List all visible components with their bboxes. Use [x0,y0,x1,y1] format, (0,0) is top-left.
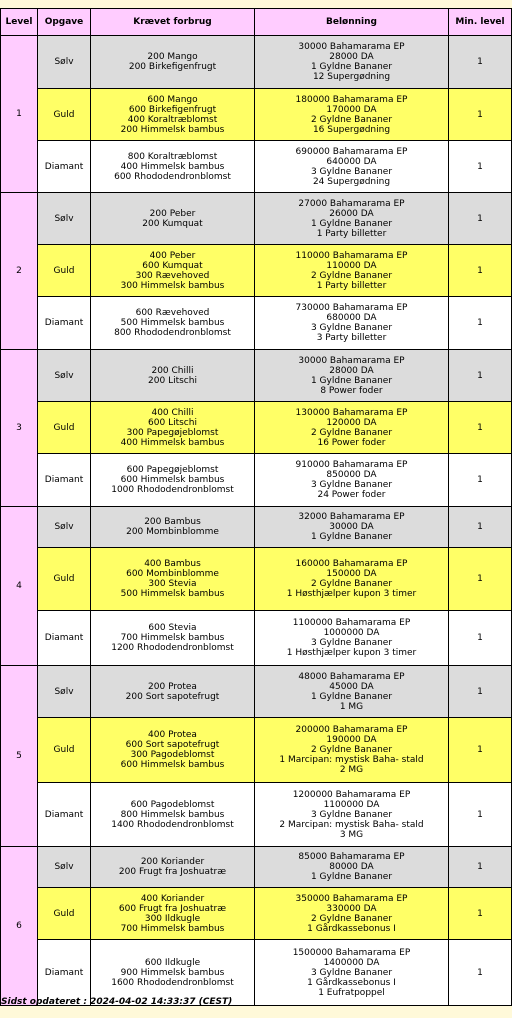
required-line: 600 Birkefigenfrugt [128,104,217,115]
reward-line: 3 Gyldne Bananer [310,809,393,820]
reward-cell [255,36,449,89]
required-cell [91,940,255,1006]
reward-line: 3 Gyldne Bananer [310,638,393,648]
required-line: 600 Litschi [148,417,197,428]
reward-cell [255,666,449,718]
required-line: 200 Frugt fra Joshuatræ [118,867,227,877]
reward-cell [255,507,449,548]
reward-cell [255,89,449,141]
table-row [1,940,512,1006]
min-level-cell: 1 [449,297,512,350]
reward-line: 1 Party billetter [316,228,387,239]
reward-line: 2 Gyldne Bananer [310,270,393,281]
required-line: 200 Mombinblomme [126,527,219,537]
reward-line: 1200000 Bahamarama EP [292,789,411,800]
required-line: 900 Himmelsk bambus [120,967,225,978]
required-line: 200 Bambus [144,517,201,527]
min-level-cell: 1 [449,666,512,718]
required-cell [91,245,255,297]
required-line: 200 Mango [147,52,198,62]
reward-line: 1 Høsthjælper kupon 3 timer [286,589,417,599]
task-type-cell: Guld [38,402,91,454]
reward-line: 3 MG [339,829,364,840]
reward-line: 200000 Bahamarama EP [295,725,408,735]
reward-line: 27000 Bahamarama EP [298,198,405,209]
task-type-cell: Diamant [38,783,91,847]
table-row [1,847,512,888]
required-line: 300 Papegøjeblomst [126,427,219,438]
level-cell: 4 [1,507,38,666]
required-line: 600 Mango [147,94,198,105]
required-line: 800 Koraltræblomst [127,151,218,162]
task-type-cell: Sølv [38,36,91,89]
reward-cell [255,193,449,245]
last-updated: Sidst opdateret : 2024-04-02 14:33:37 (CEST) [1,997,233,1007]
required-cell [91,888,255,940]
reward-line: 26000 DA [329,208,374,219]
required-line: 200 Birkefigenfrugt [128,62,217,72]
table-row [1,350,512,402]
table-row [1,36,512,89]
required-line: 400 Protea [148,730,197,740]
reward-line: 2 Gyldne Bananer [310,427,393,438]
reward-line: 1000000 DA [323,628,380,638]
reward-cell [255,245,449,297]
reward-line: 730000 Bahamarama EP [295,303,408,313]
table-row [1,548,512,611]
required-cell [91,507,255,548]
reward-line: 350000 Bahamarama EP [295,893,408,904]
reward-cell [255,611,449,666]
min-level-cell: 1 [449,507,512,548]
task-type-cell: Guld [38,718,91,783]
reward-line: 32000 Bahamarama EP [298,512,405,522]
required-line: 600 Mombinblomme [126,569,219,579]
reward-line: 170000 DA [326,104,377,115]
reward-line: 45000 DA [329,681,374,692]
reward-cell [255,141,449,193]
required-line: 600 Papegøjeblomst [126,465,219,475]
required-line: 400 Peber [149,250,196,261]
table-row [1,297,512,350]
reward-line: 1 Gyldne Bananer [310,532,393,542]
header-required: Krævet forbrug [91,9,255,36]
reward-line: 16 Supergødning [312,124,391,135]
required-line: 600 Rhododendronblomst [114,171,231,182]
table-row [1,611,512,666]
reward-line: 3 Gyldne Bananer [310,480,393,490]
table-row [1,402,512,454]
reward-line: 28000 DA [329,365,374,376]
required-line: 400 Koraltræblomst [127,114,218,125]
required-line: 400 Himmelsk bambus [120,437,225,448]
reward-cell [255,297,449,350]
required-line: 200 Chilli [151,365,194,376]
reward-line: 1 Gyldne Bananer [310,872,393,882]
table-row [1,89,512,141]
reward-line: 1100000 Bahamarama EP [292,618,411,628]
task-type-cell: Guld [38,245,91,297]
reward-line: 24 Supergødning [312,176,391,187]
required-line: 600 Sort sapotefrugt [125,740,220,750]
reward-line: 30000 DA [329,522,374,532]
required-line: 700 Himmelsk bambus [120,633,225,643]
reward-line: 3 Gyldne Bananer [310,323,393,333]
min-level-cell: 1 [449,36,512,89]
required-cell [91,36,255,89]
required-line: 1200 Rhododendronblomst [111,643,234,653]
reward-line: 330000 DA [326,903,377,914]
min-level-cell: 1 [449,548,512,611]
task-type-cell: Guld [38,548,91,611]
min-level-cell: 1 [449,611,512,666]
reward-line: 2 Marcipan: mystisk Baha- stald [279,819,424,830]
level-cell: 2 [1,193,38,350]
header-task: Opgave [38,9,91,36]
reward-cell [255,888,449,940]
task-type-cell: Diamant [38,940,91,1006]
required-line: 600 Himmelsk bambus [120,475,225,485]
reward-cell [255,718,449,783]
required-line: 600 Himmelsk bambus [120,760,225,770]
required-line: 600 Rævehoved [135,308,210,318]
reward-line: 110000 Bahamarama EP [295,250,408,261]
reward-line: 2 Gyldne Bananer [310,579,393,589]
required-cell [91,718,255,783]
required-cell [91,454,255,507]
reward-line: 85000 Bahamarama EP [298,852,405,862]
task-type-cell: Diamant [38,454,91,507]
reward-line: 28000 DA [329,52,374,62]
min-level-cell: 1 [449,718,512,783]
required-line: 300 Pagodeblomst [130,750,215,760]
required-cell [91,548,255,611]
header-level: Level [1,9,38,36]
reward-line: 110000 DA [326,260,377,271]
reward-line: 130000 Bahamarama EP [295,407,408,418]
table-row [1,888,512,940]
task-type-cell: Diamant [38,297,91,350]
reward-line: 1 Eufratpoppel [318,987,385,998]
required-line: 1000 Rhododendronblomst [111,485,234,495]
reward-line: 120000 DA [326,417,377,428]
task-type-cell: Sølv [38,193,91,245]
reward-line: 2 Gyldne Bananer [310,745,393,755]
level-cell: 5 [1,666,38,847]
reward-cell [255,783,449,847]
min-level-cell: 1 [449,245,512,297]
reward-line: 2 Gyldne Bananer [310,913,393,924]
reward-line: 16 Power foder [317,437,386,448]
required-line: 200 Litschi [148,375,197,386]
required-line: 300 Stevia [148,579,197,589]
reward-line: 3 Party billetter [316,333,387,343]
required-line: 200 Peber [149,208,196,219]
reward-line: 1 Gyldne Bananer [310,218,393,229]
required-cell [91,141,255,193]
reward-line: 1 Gyldne Bananer [310,691,393,702]
reward-line: 24 Power foder [317,490,386,500]
reward-line: 690000 Bahamarama EP [295,146,408,157]
table-row [1,141,512,193]
reward-line: 2 Gyldne Bananer [310,114,393,125]
required-line: 400 Himmelsk bambus [120,161,225,172]
table-body [1,36,512,1006]
task-type-cell: Diamant [38,141,91,193]
reward-cell [255,454,449,507]
table-row [1,666,512,718]
required-cell [91,89,255,141]
reward-line: 3 Gyldne Bananer [310,967,393,978]
min-level-cell: 1 [449,783,512,847]
reward-line: 12 Supergødning [312,72,391,82]
reward-line: 1 MG [339,701,364,712]
required-line: 400 Chilli [151,407,194,418]
reward-line: 1500000 Bahamarama EP [292,947,411,958]
min-level-cell: 1 [449,402,512,454]
table-row [1,783,512,847]
task-type-cell: Guld [38,888,91,940]
min-level-cell: 1 [449,940,512,1006]
reward-line: 1 Gårdkassebonus I [307,923,396,934]
reward-table [0,8,512,1006]
min-level-cell: 1 [449,89,512,141]
required-line: 800 Himmelsk bambus [120,809,225,820]
required-line: 500 Himmelsk bambus [120,589,225,599]
task-type-cell: Sølv [38,350,91,402]
reward-cell [255,350,449,402]
required-line: 400 Koriander [140,893,205,904]
required-line: 300 Rævehoved [135,270,210,281]
required-line: 600 Kumquat [142,260,203,271]
required-line: 200 Sort sapotefrugt [125,691,220,702]
reward-line: 180000 Bahamarama EP [295,94,408,105]
required-line: 1400 Rhododendronblomst [111,819,234,830]
table-header-row [1,9,512,36]
level-cell: 6 [1,847,38,1006]
reward-cell [255,548,449,611]
reward-line: 160000 Bahamarama EP [295,559,408,569]
reward-cell [255,940,449,1006]
required-cell [91,611,255,666]
required-cell [91,783,255,847]
required-line: 600 Ildkugle [144,957,201,968]
required-line: 300 Himmelsk bambus [120,280,225,291]
required-cell [91,193,255,245]
reward-line: 1 Marcipan: mystisk Baha- stald [279,755,424,765]
level-cell: 3 [1,350,38,507]
reward-line: 640000 DA [326,156,377,167]
reward-line: 48000 Bahamarama EP [298,671,405,682]
min-level-cell: 1 [449,141,512,193]
min-level-cell: 1 [449,193,512,245]
required-line: 200 Kumquat [142,218,203,229]
reward-line: 80000 DA [329,862,374,872]
min-level-cell: 1 [449,847,512,888]
reward-line: 1 Høsthjælper kupon 3 timer [286,648,417,658]
task-type-cell: Sølv [38,666,91,718]
reward-cell [255,402,449,454]
table-row [1,454,512,507]
required-cell [91,402,255,454]
reward-line: 1 Gårdkassebonus I [307,977,396,988]
reward-line: 910000 Bahamarama EP [295,460,408,470]
task-type-cell: Diamant [38,611,91,666]
required-line: 1600 Rhododendronblomst [111,977,234,988]
reward-line: 1400000 DA [323,957,380,968]
reward-line: 1 Party billetter [316,280,387,291]
required-line: 200 Protea [148,681,197,692]
required-line: 200 Himmelsk bambus [120,124,225,135]
required-line: 300 Ildkugle [144,913,201,924]
reward-line: 1 Gyldne Bananer [310,375,393,386]
required-line: 400 Bambus [144,559,201,569]
reward-line: 30000 Bahamarama EP [298,42,405,52]
task-type-cell: Sølv [38,847,91,888]
reward-line: 1100000 DA [323,799,380,810]
header-min-level: Min. level [449,9,512,36]
reward-line: 1 Gyldne Bananer [310,62,393,72]
reward-line: 190000 DA [326,735,377,745]
required-line: 800 Rhododendronblomst [114,328,231,338]
reward-line: 8 Power foder [320,385,383,396]
reward-line: 150000 DA [326,569,377,579]
required-line: 600 Stevia [148,623,197,633]
required-line: 600 Pagodeblomst [130,799,215,810]
level-cell: 1 [1,36,38,193]
min-level-cell: 1 [449,888,512,940]
table-row [1,245,512,297]
table-row [1,507,512,548]
task-type-cell: Sølv [38,507,91,548]
table-row [1,718,512,783]
reward-line: 30000 Bahamarama EP [298,355,405,366]
required-line: 600 Frugt fra Joshuatræ [118,903,227,914]
required-cell [91,297,255,350]
min-level-cell: 1 [449,454,512,507]
reward-line: 3 Gyldne Bananer [310,166,393,177]
header-reward: Belønning [255,9,449,36]
table-row [1,193,512,245]
required-line: 200 Koriander [140,857,205,867]
min-level-cell: 1 [449,350,512,402]
reward-line: 2 MG [339,765,364,775]
reward-cell [255,847,449,888]
required-cell [91,847,255,888]
required-cell [91,666,255,718]
reward-line: 680000 DA [326,313,377,323]
task-type-cell: Guld [38,89,91,141]
required-line: 500 Himmelsk bambus [120,318,225,328]
reward-line: 850000 DA [326,470,377,480]
required-line: 700 Himmelsk bambus [120,923,225,934]
required-cell [91,350,255,402]
